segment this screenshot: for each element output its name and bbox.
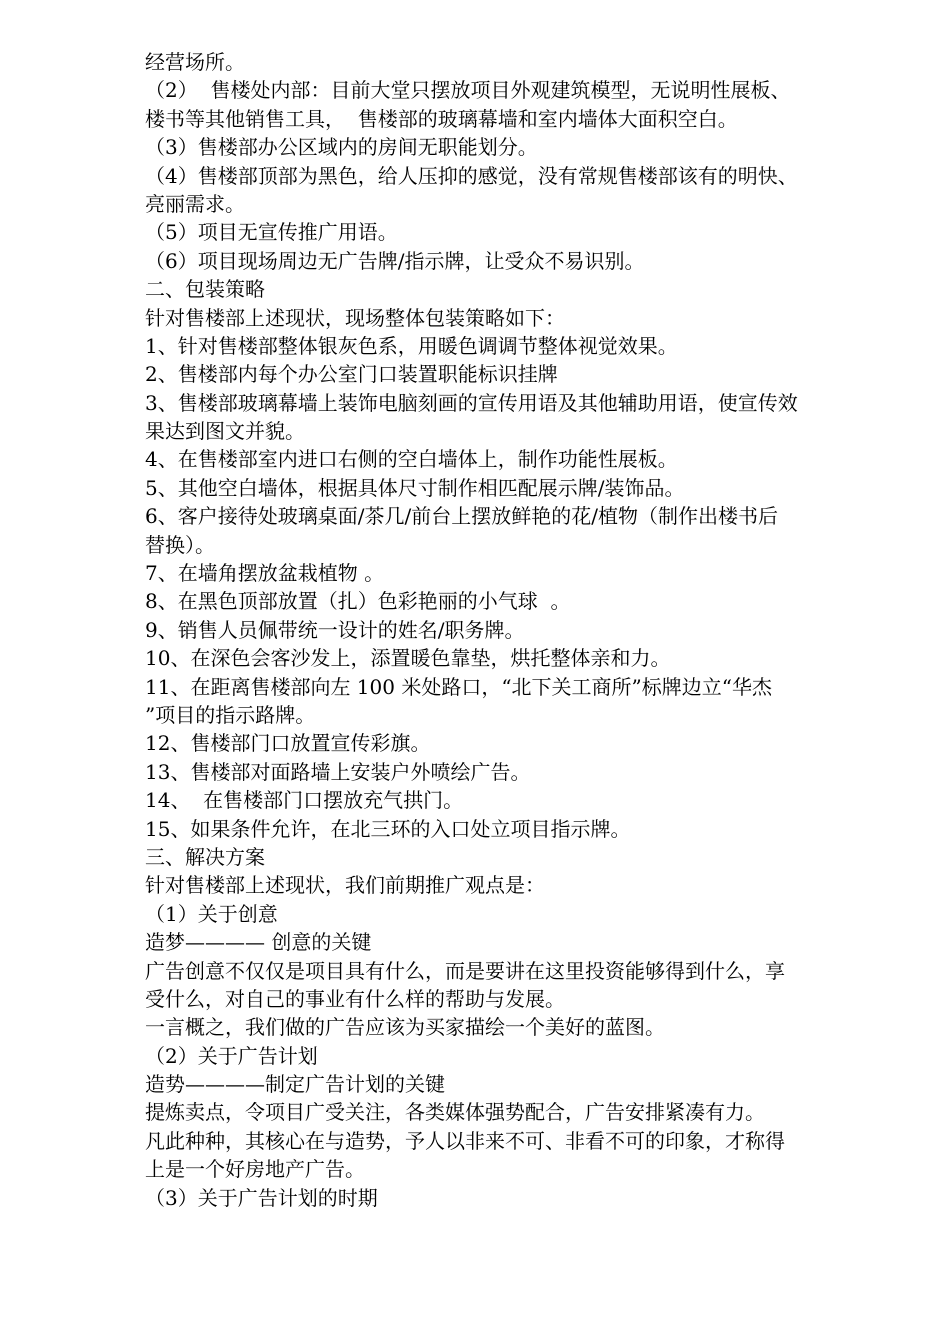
list-item: 11、在距离售楼部向左 100 米处路口，“北下关工商所”标牌边立“华杰 xyxy=(145,674,773,699)
section-heading: 二、包装策略 xyxy=(145,277,265,302)
list-item: 12、售楼部门口放置宣传彩旗。 xyxy=(145,731,431,756)
text-line: ”项目的指示路牌。 xyxy=(145,702,316,727)
list-item: 5、其他空白墙体，根据具体尺寸制作相匹配展示牌/装饰品。 xyxy=(145,475,685,500)
text-line: 经营场所。 xyxy=(145,50,245,74)
text-line: 楼书等其他销售工具， 售楼部的玻璃幕墙和室内墙体大面积空白。 xyxy=(145,106,738,131)
text-line: 上是一个好房地产广告。 xyxy=(145,1157,365,1182)
list-item: 8、在黑色顶部放置（扎）色彩艳丽的小气球 。 xyxy=(145,589,571,614)
document-body xyxy=(145,48,865,1212)
list-item: 3、售楼部玻璃幕墙上装饰电脑刻画的宣传用语及其他辅助用语，使宣传效 xyxy=(145,390,798,415)
text-line: （2） 售楼处内部：目前大堂只摆放项目外观建筑模型，无说明性展板、 xyxy=(145,78,791,103)
list-item: 6、客户接待处玻璃桌面/茶几/前台上摆放鲜艳的花/植物（制作出楼书后 xyxy=(145,504,778,529)
text-line: 造势————制定广告计划的关键 xyxy=(145,1072,445,1097)
text-line: 受什么，对自己的事业有什么样的帮助与发展。 xyxy=(145,986,565,1011)
list-item: 9、销售人员佩带统一设计的姓名/职务牌。 xyxy=(145,617,525,642)
text-line: 造梦———— 创意的关键 xyxy=(145,930,372,955)
text-line: 一言概之，我们做的广告应该为买家描绘一个美好的蓝图。 xyxy=(145,1015,665,1040)
subsection-heading: （1）关于创意 xyxy=(145,901,278,926)
text-line: 替换）。 xyxy=(145,532,215,557)
text-line: 果达到图文并貌。 xyxy=(145,419,305,444)
text-line: （4）售楼部顶部为黑色，给人压抑的感觉，没有常规售楼部该有的明快、 xyxy=(145,163,798,188)
subsection-heading: （3）关于广告计划的时期 xyxy=(145,1185,378,1210)
list-item: 2、售楼部内每个办公室门口装置职能标识挂牌 xyxy=(145,362,558,387)
list-item: 10、在深色会客沙发上，添置暖色靠垫，烘托整体亲和力。 xyxy=(145,646,671,671)
text-line: 针对售楼部上述现状，我们前期推广观点是： xyxy=(145,873,545,898)
list-item: 13、售楼部对面路墙上安装户外喷绘广告。 xyxy=(145,759,531,784)
section-heading: 三、解决方案 xyxy=(145,844,265,869)
list-item: 4、在售楼部室内进口右侧的空白墙体上，制作功能性展板。 xyxy=(145,447,678,472)
text-line: 亮丽需求。 xyxy=(145,191,245,216)
list-item: 15、如果条件允许，在北三环的入口处立项目指示牌。 xyxy=(145,816,631,841)
text-line: 凡此种种，其核心在与造势，予人以非来不可、非看不可的印象，才称得 xyxy=(145,1128,785,1153)
text-line: 广告创意不仅仅是项目具有什么，而是要讲在这里投资能够得到什么，享 xyxy=(145,958,785,983)
text-line: （6）项目现场周边无广告牌/指示牌，让受众不易识别。 xyxy=(145,248,645,273)
text-line: 提炼卖点，令项目广受关注，各类媒体强势配合，广告安排紧凑有力。 xyxy=(145,1100,765,1125)
text-line: 针对售楼部上述现状，现场整体包装策略如下： xyxy=(145,305,565,330)
text-line: （3）售楼部办公区域内的房间无职能划分。 xyxy=(145,135,538,160)
list-item: 1、针对售楼部整体银灰色系，用暖色调调节整体视觉效果。 xyxy=(145,333,678,358)
subsection-heading: （2）关于广告计划 xyxy=(145,1043,318,1068)
list-item: 7、在墙角摆放盆栽植物 。 xyxy=(145,561,385,586)
list-item: 14、 在售楼部门口摆放充气拱门。 xyxy=(145,788,464,813)
text-line: （5）项目无宣传推广用语。 xyxy=(145,220,398,245)
